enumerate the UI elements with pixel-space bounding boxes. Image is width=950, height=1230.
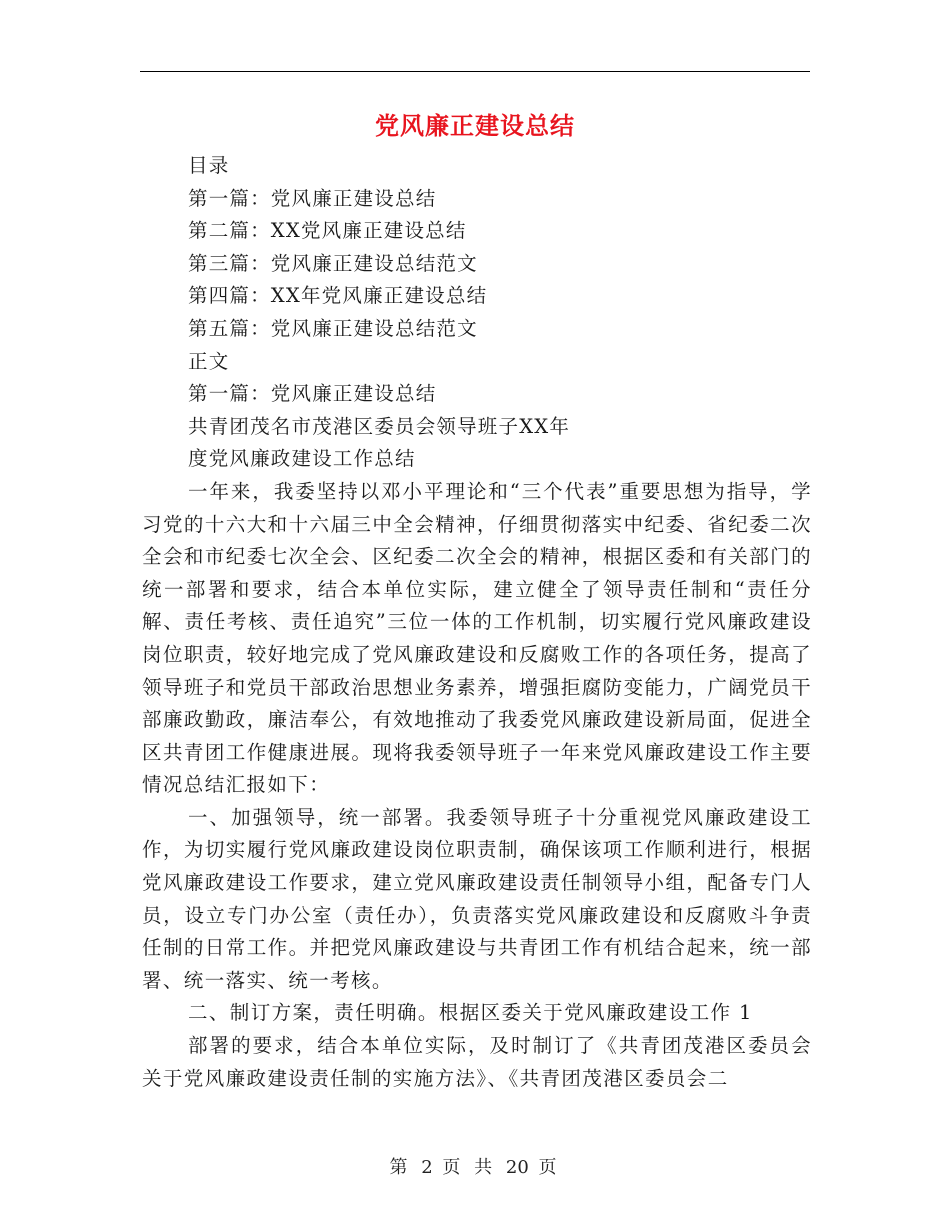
- body-paragraph: 一、加强领导，统一部署。我委领导班子十分重视党风廉政建设工作，为切实履行党风廉政建设岗位职责制，确保该项工作顺利进行，根据党风廉政建设工作要求，建立党风廉政建设责任制领导小组，配备专门人员，设立专门办公室（责任办），负责落实党风廉政建设和反腐败斗争责任制的日常工作。并把党风廉政建设与共青团工作有机结合起来，统一部署、统一落实、统一考核。: [142, 805, 812, 992]
- page-total: 20: [505, 1157, 529, 1178]
- body-heading: 正文: [188, 349, 230, 373]
- toc-item: 第四篇：XX年党风廉正建设总结: [188, 284, 488, 308]
- footer-prefix: 第: [389, 1157, 412, 1178]
- footer-suffix: 页: [538, 1157, 561, 1178]
- toc-item: 第二篇：XX党风廉正建设总结: [188, 219, 467, 243]
- body-paragraph: 部署的要求，结合本单位实际，及时制订了《共青团茂港区委员会关于党风廉政建设责任制的实施方法》、《共青团茂港区委员会二: [142, 1034, 812, 1090]
- footer-middle: 页 共: [442, 1157, 497, 1178]
- toc-heading: 目录: [188, 154, 230, 177]
- report-title-line: 度党风廉政建设工作总结: [188, 447, 416, 471]
- toc-item: 第一篇：党风廉正建设总结: [188, 186, 437, 210]
- body-paragraph: 二、制订方案，责任明确。根据区委关于党风廉政建设工作 1: [188, 1001, 753, 1025]
- header-rule: [140, 71, 810, 72]
- page-footer: [0, 1153, 950, 1179]
- section-title: 第一篇：党风廉正建设总结: [188, 382, 437, 406]
- toc-item: 第三篇：党风廉正建设总结范文: [188, 251, 478, 275]
- report-title-line: 共青团茂名市茂港区委员会领导班子XX年: [188, 414, 571, 438]
- toc-item: 第五篇：党风廉正建设总结范文: [188, 316, 478, 340]
- document-title: 党风廉正建设总结: [375, 111, 575, 140]
- body-paragraph: 一年来，我委坚持以邓小平理论和“三个代表”重要思想为指导，学习党的十六大和十六届三中全会精神，仔细贯彻落实中纪委、省纪委二次全会和市纪委七次全会、区纪委二次全会的精神，根据区委和有关部门的统一部署和要求，结合本单位实际，建立健全了领导责任制和“责任分解、责任考核、责任追究”三位一体的工作机制，切实履行党风廉政建设岗位职责，较好地完成了党风廉政建设和反腐败工作的各项任务，提高了领导班子和党员干部政治思想业务素养，增强拒腐防变能力，广阔党员干部廉政勤政，廉洁奉公，有效地推动了我委党风廉政建设新局面，促进全区共青团工作健康进展。现将我委领导班子一年来党风廉政建设工作主要情况总结汇报如下：: [142, 479, 812, 797]
- document-body: [142, 150, 812, 1095]
- page-number: 2: [421, 1157, 433, 1178]
